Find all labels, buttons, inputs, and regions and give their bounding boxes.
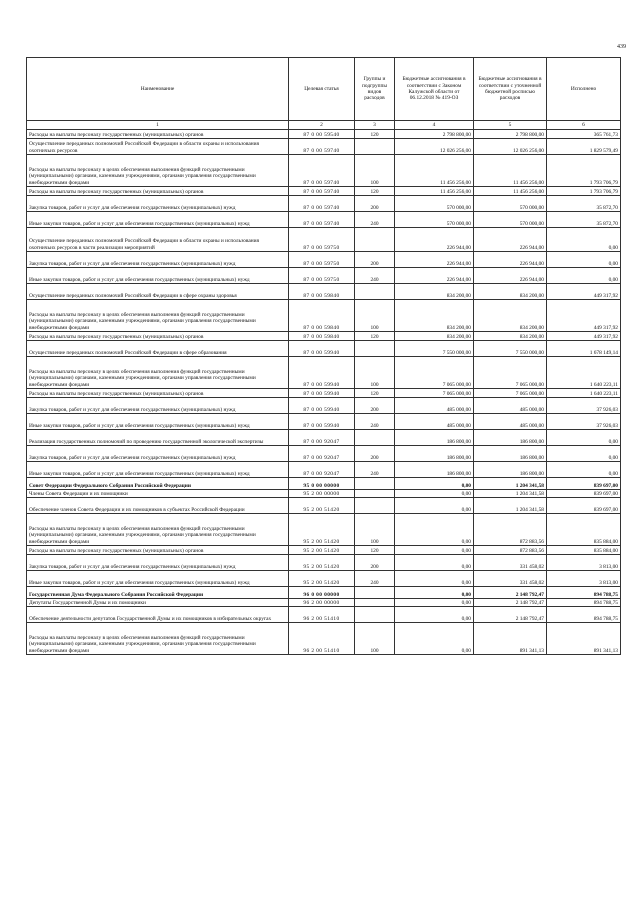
row-name: Закупка товаров, работ и услуг для обеспечения государственных (муниципальных) нужд: [27, 196, 289, 212]
row-executed: 839 697,00: [547, 478, 621, 490]
table-row: [27, 607, 621, 623]
row-expense-group: [355, 139, 395, 155]
header-law-allocations: Бюджетные ассигнования в соответствии с Законом Калужской области от 06.12.2018 № 419-ОЗ: [395, 58, 474, 121]
row-law-allocation: 0,00: [395, 546, 474, 555]
table-row: [27, 332, 621, 341]
row-target-article: 87 0 00 92047: [289, 462, 355, 478]
row-expense-group: 100: [355, 357, 395, 389]
row-law-allocation: 11 456 256,00: [395, 187, 474, 196]
row-executed: 0,00: [547, 430, 621, 446]
table-row: [27, 478, 621, 490]
row-expense-group: [355, 587, 395, 599]
row-executed: 449 317,92: [547, 300, 621, 332]
row-expense-group: 120: [355, 389, 395, 398]
row-refined-allocation: 331 458,02: [474, 571, 547, 587]
row-target-article: 87 0 00 59740: [289, 187, 355, 196]
row-target-article: 87 0 00 59740: [289, 139, 355, 155]
row-law-allocation: 485 000,00: [395, 398, 474, 414]
row-target-article: 87 0 00 59740: [289, 212, 355, 228]
table-row: [27, 571, 621, 587]
page-number: 439: [617, 44, 626, 50]
row-name: Расходы на выплаты персоналу государственных (муниципальных) органов: [27, 389, 289, 398]
row-executed: 0,00: [547, 268, 621, 284]
col-number: 5: [474, 121, 547, 130]
row-refined-allocation: 1 204 341,58: [474, 498, 547, 514]
row-refined-allocation: 7 065 000,00: [474, 389, 547, 398]
row-refined-allocation: 834 200,00: [474, 284, 547, 300]
row-executed: 0,00: [547, 462, 621, 478]
row-law-allocation: 0,00: [395, 514, 474, 546]
row-refined-allocation: 186 800,00: [474, 462, 547, 478]
row-expense-group: 240: [355, 414, 395, 430]
row-target-article: 96 0 00 00000: [289, 587, 355, 599]
row-target-article: 87 0 00 59740: [289, 196, 355, 212]
row-executed: 0,00: [547, 446, 621, 462]
row-target-article: 87 0 00 59740: [289, 155, 355, 187]
row-expense-group: 120: [355, 546, 395, 555]
row-law-allocation: 0,00: [395, 498, 474, 514]
row-refined-allocation: 570 000,00: [474, 212, 547, 228]
row-executed: 1 829 579,49: [547, 139, 621, 155]
row-name: Расходы на выплаты персоналу государственных (муниципальных) органов: [27, 332, 289, 341]
row-expense-group: [355, 228, 395, 252]
row-executed: 3 813,00: [547, 571, 621, 587]
row-refined-allocation: 7 550 000,00: [474, 341, 547, 357]
row-expense-group: [355, 430, 395, 446]
row-expense-group: [355, 607, 395, 623]
row-expense-group: [355, 284, 395, 300]
row-law-allocation: 186 800,00: [395, 462, 474, 478]
row-refined-allocation: 226 944,00: [474, 268, 547, 284]
row-law-allocation: 2 798 800,00: [395, 130, 474, 139]
row-law-allocation: 0,00: [395, 623, 474, 655]
row-name: Иные закупки товаров, работ и услуг для обеспечения государственных (муниципальных) нужд: [27, 268, 289, 284]
row-target-article: 95 0 00 00000: [289, 478, 355, 490]
row-target-article: 96 2 00 51410: [289, 607, 355, 623]
row-executed: 1 793 706,79: [547, 155, 621, 187]
table-row: [27, 414, 621, 430]
row-executed: 839 697,00: [547, 498, 621, 514]
row-name: Расходы на выплаты персоналу в целях обеспечения выполнения функций государственными (муниципальными) органами, казенными учреждениями, органами управления государственными внебюджетными фондами: [27, 155, 289, 187]
column-number-row: [27, 121, 621, 130]
row-refined-allocation: 2 798 800,00: [474, 130, 547, 139]
row-law-allocation: 7 065 000,00: [395, 389, 474, 398]
row-refined-allocation: 186 800,00: [474, 430, 547, 446]
row-executed: 3 813,00: [547, 555, 621, 571]
row-refined-allocation: 872 883,56: [474, 546, 547, 555]
row-law-allocation: 0,00: [395, 571, 474, 587]
row-target-article: 87 0 00 59940: [289, 398, 355, 414]
row-name: Обеспечение членов Совета Федерации и их помощников в субъектах Российской Федерации: [27, 498, 289, 514]
row-refined-allocation: 1 204 341,58: [474, 478, 547, 490]
row-expense-group: 240: [355, 462, 395, 478]
row-refined-allocation: 11 456 256,00: [474, 187, 547, 196]
row-expense-group: 200: [355, 398, 395, 414]
row-name: Депутаты Государственной Думы и их помощники: [27, 599, 289, 607]
row-refined-allocation: 2 148 792,47: [474, 587, 547, 599]
row-name: Иные закупки товаров, работ и услуг для обеспечения государственных (муниципальных) нужд: [27, 212, 289, 228]
row-expense-group: 120: [355, 332, 395, 341]
row-executed: 0,00: [547, 252, 621, 268]
col-number: 3: [355, 121, 395, 130]
row-expense-group: 200: [355, 252, 395, 268]
row-executed: 894 788,75: [547, 599, 621, 607]
row-name: Осуществление переданных полномочий Российской Федерации в сфере образования: [27, 341, 289, 357]
row-expense-group: 200: [355, 555, 395, 571]
row-name: Осуществление переданных полномочий Российской Федерации в области охраны и использования охотничьих ресурсов в части реализации мероприятий: [27, 228, 289, 252]
row-refined-allocation: 1 204 341,58: [474, 490, 547, 498]
row-target-article: 95 2 00 51420: [289, 555, 355, 571]
row-refined-allocation: 834 200,00: [474, 332, 547, 341]
row-refined-allocation: 485 000,00: [474, 414, 547, 430]
table-row: [27, 300, 621, 332]
row-refined-allocation: 331 458,02: [474, 555, 547, 571]
row-refined-allocation: 226 944,00: [474, 228, 547, 252]
row-expense-group: 100: [355, 155, 395, 187]
row-law-allocation: 570 000,00: [395, 212, 474, 228]
row-executed: 35 872,70: [547, 196, 621, 212]
row-executed: 835 884,00: [547, 514, 621, 546]
row-law-allocation: 186 800,00: [395, 430, 474, 446]
table-row: [27, 555, 621, 571]
row-expense-group: 100: [355, 300, 395, 332]
row-refined-allocation: 186 800,00: [474, 446, 547, 462]
row-target-article: 87 0 00 59750: [289, 252, 355, 268]
row-law-allocation: 226 944,00: [395, 252, 474, 268]
row-name: Осуществление переданных полномочий Российской Федерации в сфере охраны здоровья: [27, 284, 289, 300]
header-executed: Исполнено: [547, 58, 621, 121]
row-expense-group: [355, 341, 395, 357]
row-name: Члены Совета Федерации и их помощники: [27, 490, 289, 498]
row-law-allocation: 0,00: [395, 490, 474, 498]
row-target-article: 87 0 00 59540: [289, 130, 355, 139]
row-target-article: 87 0 00 59750: [289, 228, 355, 252]
row-target-article: 87 0 00 59750: [289, 268, 355, 284]
row-name: Расходы на выплаты персоналу в целях обеспечения выполнения функций государственными (муниципальными) органами, казенными учреждениями, органами управления государственными внебюджетными фондами: [27, 357, 289, 389]
row-refined-allocation: 11 456 256,00: [474, 155, 547, 187]
row-expense-group: 200: [355, 196, 395, 212]
row-name: Иные закупки товаров, работ и услуг для обеспечения государственных (муниципальных) нужд: [27, 571, 289, 587]
row-name: Закупка товаров, работ и услуг для обеспечения государственных (муниципальных) нужд: [27, 398, 289, 414]
row-refined-allocation: 834 200,00: [474, 300, 547, 332]
table-row: [27, 139, 621, 155]
row-refined-allocation: 485 000,00: [474, 398, 547, 414]
row-refined-allocation: 7 065 000,00: [474, 357, 547, 389]
table-row: [27, 546, 621, 555]
table-row: [27, 212, 621, 228]
row-expense-group: [355, 490, 395, 498]
row-law-allocation: 0,00: [395, 599, 474, 607]
row-refined-allocation: 2 148 792,47: [474, 607, 547, 623]
row-name: Расходы на выплаты персоналу в целях обеспечения выполнения функций государственными (муниципальными) органами, казенными учреждениями, органами управления государственными внебюджетными фондами: [27, 514, 289, 546]
table-row: [27, 357, 621, 389]
col-number: 4: [395, 121, 474, 130]
row-target-article: 87 0 00 59840: [289, 284, 355, 300]
row-executed: 835 884,00: [547, 546, 621, 555]
header-target-article: Целевая статья: [289, 58, 355, 121]
table-row: [27, 498, 621, 514]
row-expense-group: 200: [355, 446, 395, 462]
table-row: [27, 252, 621, 268]
row-name: Расходы на выплаты персоналу в целях обеспечения выполнения функций государственными (муниципальными) органами, казенными учреждениями, органами управления государственными внебюджетными фондами: [27, 300, 289, 332]
row-name: Расходы на выплаты персоналу в целях обеспечения выполнения функций государственными (муниципальными) органами, казенными учреждениями, органами управления государственными внебюджетными фондами: [27, 623, 289, 655]
col-number: 2: [289, 121, 355, 130]
row-name: Закупка товаров, работ и услуг для обеспечения государственных (муниципальных) нужд: [27, 252, 289, 268]
row-target-article: 96 2 00 00000: [289, 599, 355, 607]
row-expense-group: 120: [355, 130, 395, 139]
row-refined-allocation: 226 944,00: [474, 252, 547, 268]
row-law-allocation: 7 550 000,00: [395, 341, 474, 357]
row-executed: 365 761,73: [547, 130, 621, 139]
header-name: Наименование: [27, 58, 289, 121]
row-law-allocation: 226 944,00: [395, 228, 474, 252]
row-law-allocation: 0,00: [395, 607, 474, 623]
row-expense-group: 240: [355, 268, 395, 284]
row-name: Закупка товаров, работ и услуг для обеспечения государственных (муниципальных) нужд: [27, 555, 289, 571]
row-name: Расходы на выплаты персоналу государственных (муниципальных) органов: [27, 187, 289, 196]
row-law-allocation: 485 000,00: [395, 414, 474, 430]
table-row: [27, 389, 621, 398]
row-law-allocation: 0,00: [395, 478, 474, 490]
row-executed: 449 317,92: [547, 332, 621, 341]
table-row: [27, 268, 621, 284]
row-law-allocation: 834 200,00: [395, 332, 474, 341]
row-name: Осуществление переданных полномочий Российской Федерации в области охраны и использования охотничьих ресурсов: [27, 139, 289, 155]
table-row: [27, 196, 621, 212]
col-number: 6: [547, 121, 621, 130]
row-target-article: 87 0 00 59940: [289, 389, 355, 398]
row-law-allocation: 186 800,00: [395, 446, 474, 462]
row-expense-group: 120: [355, 187, 395, 196]
row-name: Совет Федерации Федерального Собрания Российской Федерации: [27, 478, 289, 490]
row-refined-allocation: 872 883,56: [474, 514, 547, 546]
row-law-allocation: 0,00: [395, 555, 474, 571]
row-refined-allocation: 2 148 792,47: [474, 599, 547, 607]
row-expense-group: [355, 498, 395, 514]
row-target-article: 87 0 00 59940: [289, 414, 355, 430]
row-name: Иные закупки товаров, работ и услуг для обеспечения государственных (муниципальных) нужд: [27, 462, 289, 478]
row-target-article: 87 0 00 92047: [289, 430, 355, 446]
col-number: 1: [27, 121, 289, 130]
table-row: [27, 228, 621, 252]
header-expense-groups: Группы и подгруппы видов расходов: [355, 58, 395, 121]
table-row: [27, 430, 621, 446]
row-executed: 449 317,92: [547, 284, 621, 300]
row-target-article: 95 2 00 51420: [289, 546, 355, 555]
row-target-article: 95 2 00 51420: [289, 514, 355, 546]
table-row: [27, 490, 621, 498]
row-name: Расходы на выплаты персоналу государственных (муниципальных) органов: [27, 130, 289, 139]
row-target-article: 95 2 00 51420: [289, 498, 355, 514]
table-row: [27, 284, 621, 300]
row-refined-allocation: 570 000,00: [474, 196, 547, 212]
row-name: Иные закупки товаров, работ и услуг для обеспечения государственных (муниципальных) нужд: [27, 414, 289, 430]
row-target-article: 96 2 00 51410: [289, 623, 355, 655]
table-row: [27, 623, 621, 655]
row-name: Закупка товаров, работ и услуг для обеспечения государственных (муниципальных) нужд: [27, 446, 289, 462]
row-refined-allocation: 891 341,13: [474, 623, 547, 655]
row-law-allocation: 834 200,00: [395, 284, 474, 300]
table-row: [27, 599, 621, 607]
row-expense-group: 240: [355, 212, 395, 228]
row-executed: 1 793 706,79: [547, 187, 621, 196]
row-expense-group: 240: [355, 571, 395, 587]
row-executed: 1 640 223,11: [547, 389, 621, 398]
row-target-article: 95 2 00 00000: [289, 490, 355, 498]
table-row: [27, 398, 621, 414]
row-executed: 35 872,70: [547, 212, 621, 228]
row-name: Государственная Дума Федерального Собрания Российской Федерации: [27, 587, 289, 599]
header-row: [27, 58, 621, 121]
table-row: [27, 462, 621, 478]
row-executed: 891 341,13: [547, 623, 621, 655]
row-expense-group: [355, 478, 395, 490]
row-law-allocation: 7 065 000,00: [395, 357, 474, 389]
row-expense-group: [355, 599, 395, 607]
table-row: [27, 341, 621, 357]
row-target-article: 87 0 00 92047: [289, 446, 355, 462]
row-refined-allocation: 12 026 256,00: [474, 139, 547, 155]
header-refined-allocations: Бюджетные ассигнования в соответствии с уточненной бюджетной росписью расходов: [474, 58, 547, 121]
row-name: Расходы на выплаты персоналу государственных (муниципальных) органов: [27, 546, 289, 555]
row-target-article: 87 0 00 59940: [289, 341, 355, 357]
row-executed: 37 926,03: [547, 398, 621, 414]
row-target-article: 87 0 00 59840: [289, 332, 355, 341]
row-law-allocation: 226 944,00: [395, 268, 474, 284]
row-target-article: 87 0 00 59840: [289, 300, 355, 332]
row-expense-group: 100: [355, 623, 395, 655]
table-row: [27, 155, 621, 187]
row-name: Обеспечение деятельности депутатов Государственной Думы и их помощников в избирательных округах: [27, 607, 289, 623]
row-executed: 1 678 149,14: [547, 341, 621, 357]
row-executed: 894 788,75: [547, 607, 621, 623]
row-law-allocation: 570 000,00: [395, 196, 474, 212]
row-target-article: 95 2 00 51420: [289, 571, 355, 587]
table-row: [27, 514, 621, 546]
row-executed: 894 788,75: [547, 587, 621, 599]
row-law-allocation: 12 026 256,00: [395, 139, 474, 155]
table-row: [27, 130, 621, 139]
row-executed: 37 926,03: [547, 414, 621, 430]
budget-table: [26, 57, 621, 655]
row-executed: 839 697,00: [547, 490, 621, 498]
row-name: Реализация государственных полномочий по проведению государственной экологической экспертизы: [27, 430, 289, 446]
row-executed: 1 640 223,11: [547, 357, 621, 389]
table-row: [27, 587, 621, 599]
row-executed: 0,00: [547, 228, 621, 252]
row-law-allocation: 0,00: [395, 587, 474, 599]
row-expense-group: 100: [355, 514, 395, 546]
row-law-allocation: 834 200,00: [395, 300, 474, 332]
row-law-allocation: 11 456 256,00: [395, 155, 474, 187]
table-row: [27, 446, 621, 462]
table-row: [27, 187, 621, 196]
row-target-article: 87 0 00 59940: [289, 357, 355, 389]
